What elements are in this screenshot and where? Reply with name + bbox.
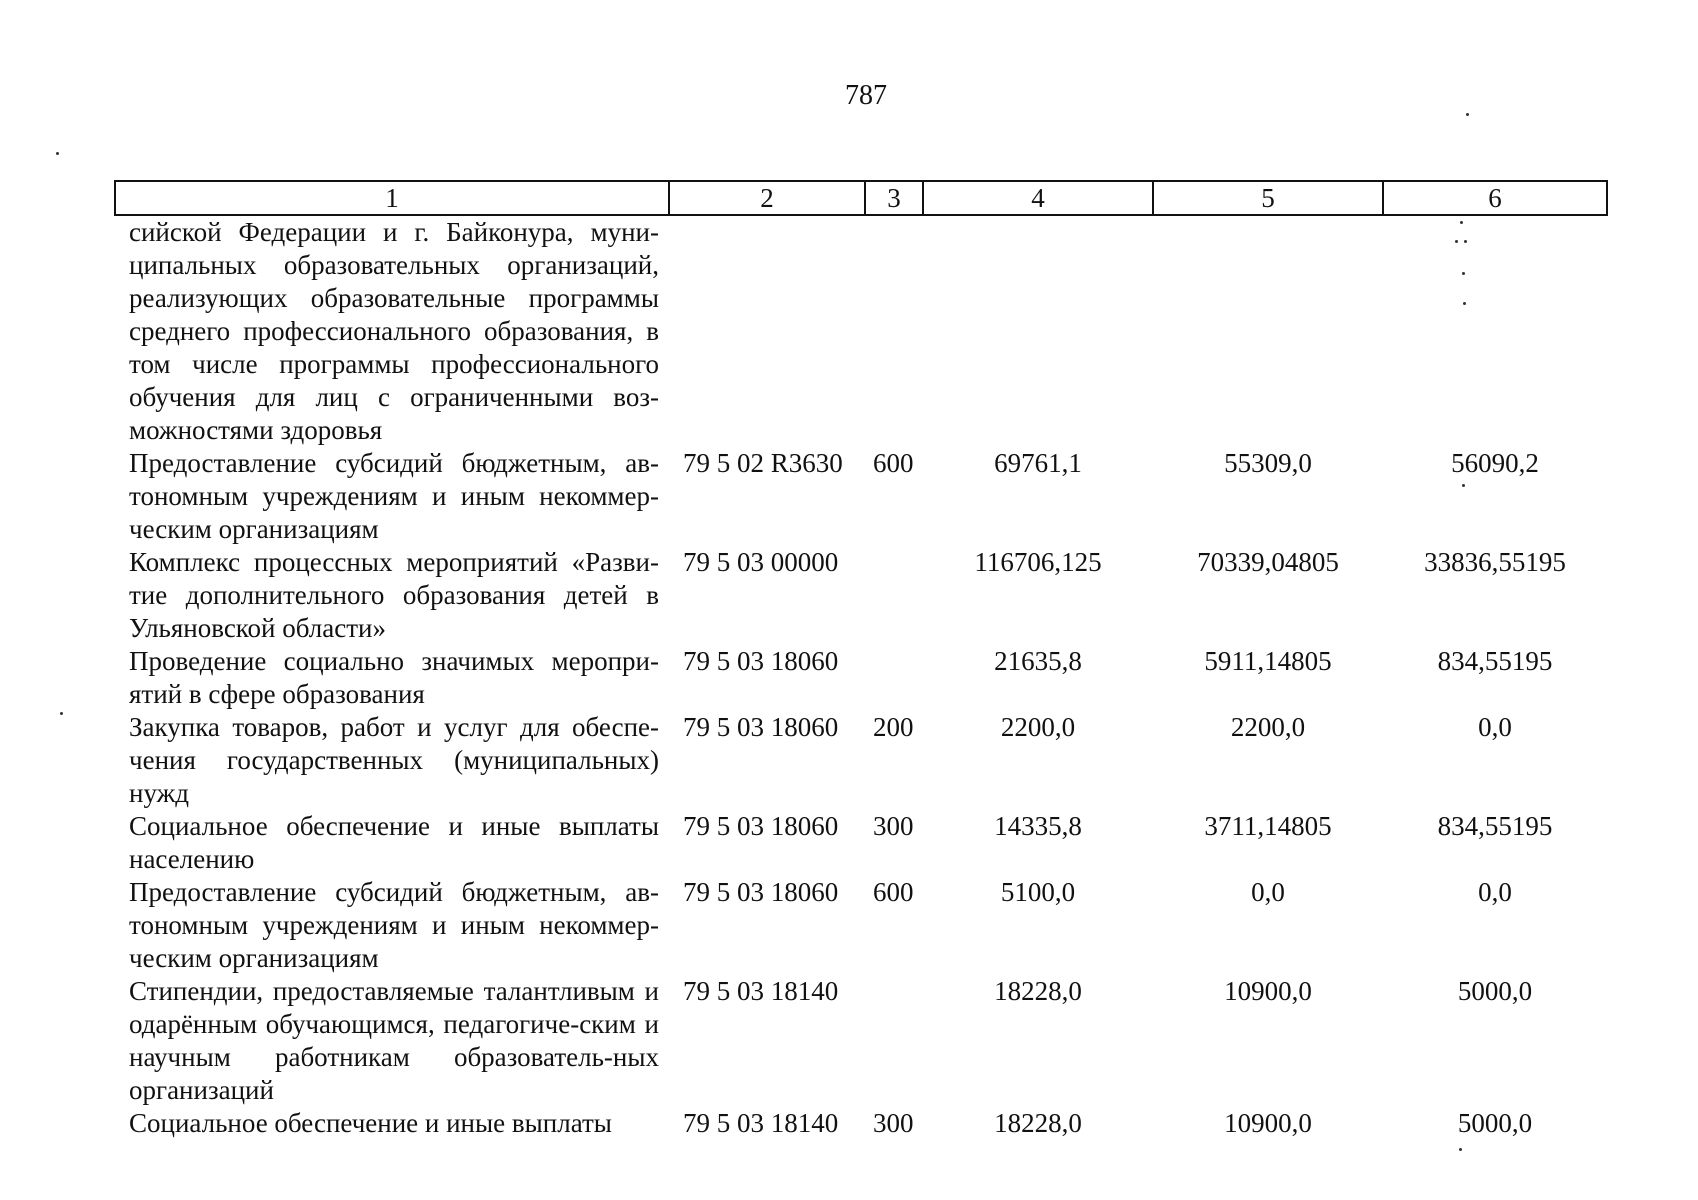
row-value-6: 5000,0 (1457, 1108, 1533, 1138)
header-row (115, 181, 1607, 215)
row-value-6: 834,55195 (1437, 646, 1553, 676)
table-body (115, 215, 1607, 1140)
page-number: 787 (845, 80, 887, 111)
row-value-4: 69761,1 (994, 448, 1082, 478)
row-name: Закупка товаров, работ и услуг для обеспе-чения государственных (муниципальных) нужд (129, 712, 659, 808)
scan-speck (60, 712, 63, 715)
row-name: Социальное обеспечение и иные выплаты (129, 1108, 612, 1138)
table-row (115, 1107, 1607, 1140)
row-name: сийской Федерации и г. Байконура, муни-ципальных образовательных организаций, реализующих образовательные программы среднего профессионального образования, в том числе программы профессионального обучения для лиц с ограниченными воз-можностями здоровья (129, 217, 659, 445)
scan-speck (56, 152, 59, 155)
scan-speck (1463, 302, 1466, 305)
row-name: Предоставление субсидий бюджетным, ав-тономным учреждениям и иным некоммер-ческим организациям (129, 448, 659, 544)
row-value-5: 10900,0 (1224, 1108, 1312, 1138)
table-row (115, 975, 1607, 1107)
row-code: 79 5 03 18060 (683, 811, 839, 841)
table-header (115, 181, 1607, 215)
row-expense-type (865, 215, 923, 447)
table-row (115, 215, 1607, 447)
row-value-4: 18228,0 (994, 976, 1082, 1006)
scan-speck (1455, 240, 1458, 243)
scan-speck (1462, 272, 1465, 275)
table-row (115, 876, 1607, 975)
budget-table-container (114, 180, 1606, 1140)
column-header-2: 2 (669, 181, 865, 215)
row-value-5: 2200,0 (1230, 712, 1306, 742)
row-value-5: 70339,04805 (1197, 547, 1339, 577)
scan-speck (1459, 1148, 1462, 1151)
row-expense-type: 600 (873, 877, 914, 907)
row-value-6: 834,55195 (1437, 811, 1553, 841)
row-code: 79 5 03 18060 (683, 646, 839, 676)
table-row (115, 711, 1607, 810)
scan-speck (1466, 113, 1469, 116)
row-name: Проведение социально значимых меропри-ятий в сфере образования (129, 646, 659, 709)
row-code: 79 5 03 00000 (683, 547, 839, 577)
row-code: 79 5 03 18140 (683, 1108, 839, 1138)
column-header-6: 6 (1383, 181, 1607, 215)
row-expense-type: 600 (873, 448, 914, 478)
row-value-5: 3711,14805 (1204, 811, 1332, 841)
row-expense-type: 200 (873, 712, 914, 742)
row-expense-type (865, 645, 923, 711)
row-value-6: 0,0 (1478, 712, 1512, 742)
row-value-4: 21635,8 (994, 646, 1082, 676)
row-code: 79 5 03 18060 (683, 877, 839, 907)
row-value-6: 33836,55195 (1424, 547, 1566, 577)
table-row (115, 645, 1607, 711)
row-name: Стипендии, предоставляемые талантливым и одарённым обучающимся, педагогиче-ским и научным работникам образователь-ных организаций (129, 976, 659, 1105)
row-code (669, 215, 865, 447)
table-row (115, 447, 1607, 546)
budget-table (114, 180, 1608, 1140)
row-value-5: 10900,0 (1224, 976, 1312, 1006)
row-value-5: 0,0 (1251, 877, 1285, 907)
row-expense-type (865, 975, 923, 1107)
row-value-6: 0,0 (1478, 877, 1512, 907)
column-header-4: 4 (923, 181, 1153, 215)
row-value-4: 5100,0 (1000, 877, 1076, 907)
row-value-5: 5911,14805 (1204, 646, 1332, 676)
column-header-3: 3 (865, 181, 923, 215)
row-value-6: 5000,0 (1457, 976, 1533, 1006)
row-value-4 (923, 215, 1153, 447)
row-value-6: 56090,2 (1451, 448, 1539, 478)
row-code: 79 5 03 18060 (683, 712, 839, 742)
row-value-4: 2200,0 (1000, 712, 1076, 742)
row-value-4: 18228,0 (994, 1108, 1082, 1138)
row-name: Социальное обеспечение и иные выплаты населению (129, 811, 659, 874)
row-name: Предоставление субсидий бюджетным, ав-тономным учреждениям и иным некоммер-ческим организациям (129, 877, 659, 973)
scan-speck (1460, 221, 1463, 224)
row-expense-type: 300 (873, 1108, 914, 1138)
column-header-5: 5 (1153, 181, 1383, 215)
row-name: Комплекс процессных мероприятий «Разви-тие дополнительного образования детей в Ульяновской области» (129, 547, 659, 643)
row-expense-type (865, 546, 923, 645)
row-value-5: 55309,0 (1224, 448, 1312, 478)
column-header-1: 1 (115, 181, 669, 215)
row-value-6 (1383, 215, 1607, 447)
table-row (115, 546, 1607, 645)
row-code: 79 5 02 R3630 (683, 448, 843, 478)
row-value-5 (1153, 215, 1383, 447)
table-row (115, 810, 1607, 876)
row-value-4: 116706,125 (974, 547, 1102, 577)
row-value-4: 14335,8 (994, 811, 1082, 841)
row-code: 79 5 03 18140 (683, 976, 839, 1006)
scan-speck (1462, 484, 1465, 487)
scan-speck (1464, 240, 1467, 243)
row-expense-type: 300 (873, 811, 914, 841)
